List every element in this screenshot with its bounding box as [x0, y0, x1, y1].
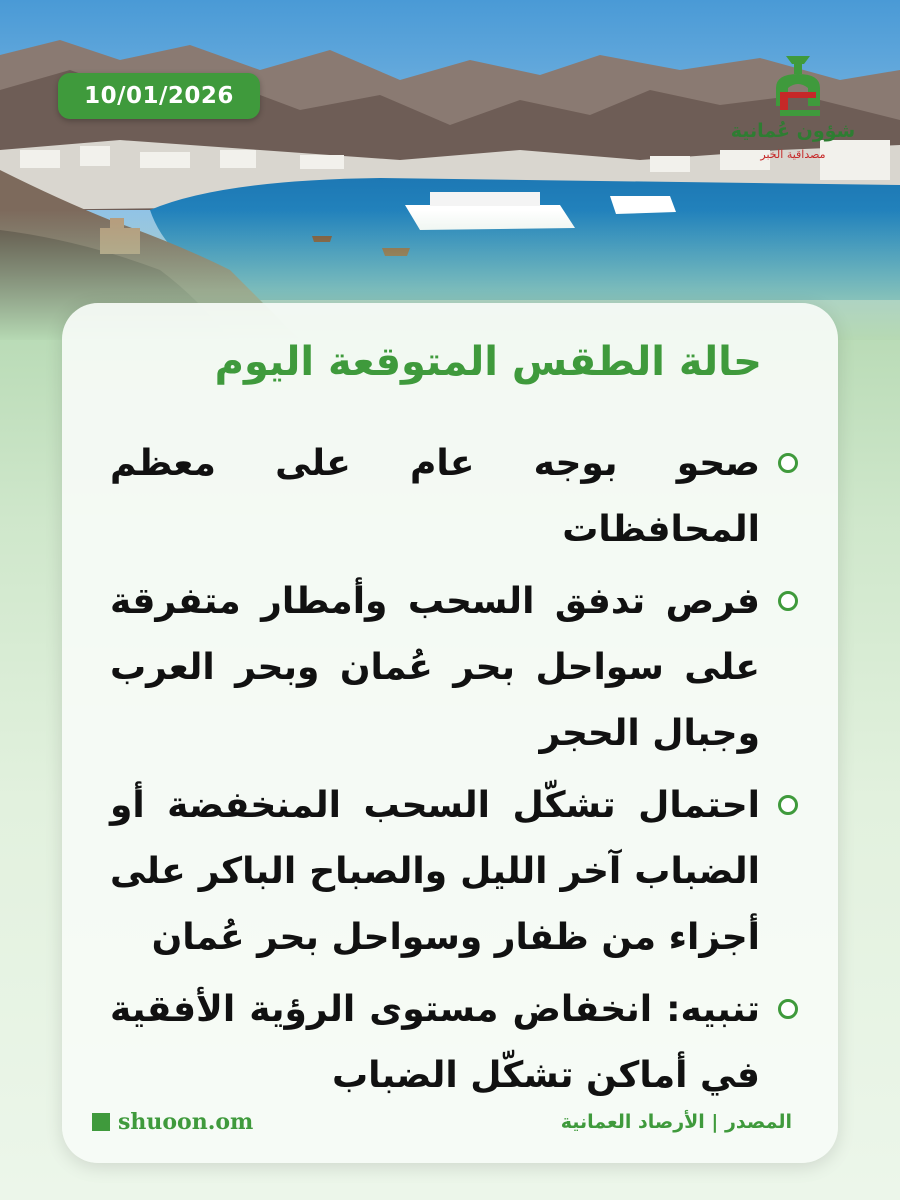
forecast-item-text: تنبيه: انخفاض مستوى الرؤية الأفقية في أماكن تشكّل الضباب [110, 989, 760, 1096]
brand-logo [728, 50, 858, 180]
date-badge: 10/01/2026 [58, 73, 260, 119]
forecast-item-text: فرص تدفق السحب وأمطار متفرقة على سواحل بحر عُمان وبحر العرب وجبال الحجر [110, 581, 760, 754]
bullet-dot-icon [778, 999, 798, 1019]
forecast-item [110, 977, 800, 1109]
forecast-card [62, 303, 838, 1163]
forecast-item-text: صحو بوجه عام على معظم المحافظات [110, 443, 760, 550]
website-text[interactable]: shuoon.om [118, 1109, 254, 1135]
square-icon [92, 1113, 110, 1131]
brand-tagline: مصداقية الخبر [760, 148, 826, 161]
forecast-item-text: احتمال تشكّل السحب المنخفضة أو الضباب آخر الليل والصباح الباكر على أجزاء من ظفار وسواحل بحر عُمان [110, 785, 760, 958]
brand-name: شؤون عُمانية [730, 120, 856, 142]
bullet-dot-icon [778, 591, 798, 611]
bullet-dot-icon [778, 795, 798, 815]
forecast-item [110, 431, 800, 563]
source-credit: المصدر | الأرصاد العمانية [560, 1111, 792, 1133]
forecast-list [110, 431, 800, 1115]
forecast-item [110, 569, 800, 767]
shuoon-logo-icon [770, 52, 826, 122]
forecast-item [110, 773, 800, 971]
forecast-title: حالة الطقس المتوقعة اليوم [214, 339, 762, 385]
bullet-dot-icon [778, 453, 798, 473]
website-label[interactable] [92, 1109, 253, 1135]
